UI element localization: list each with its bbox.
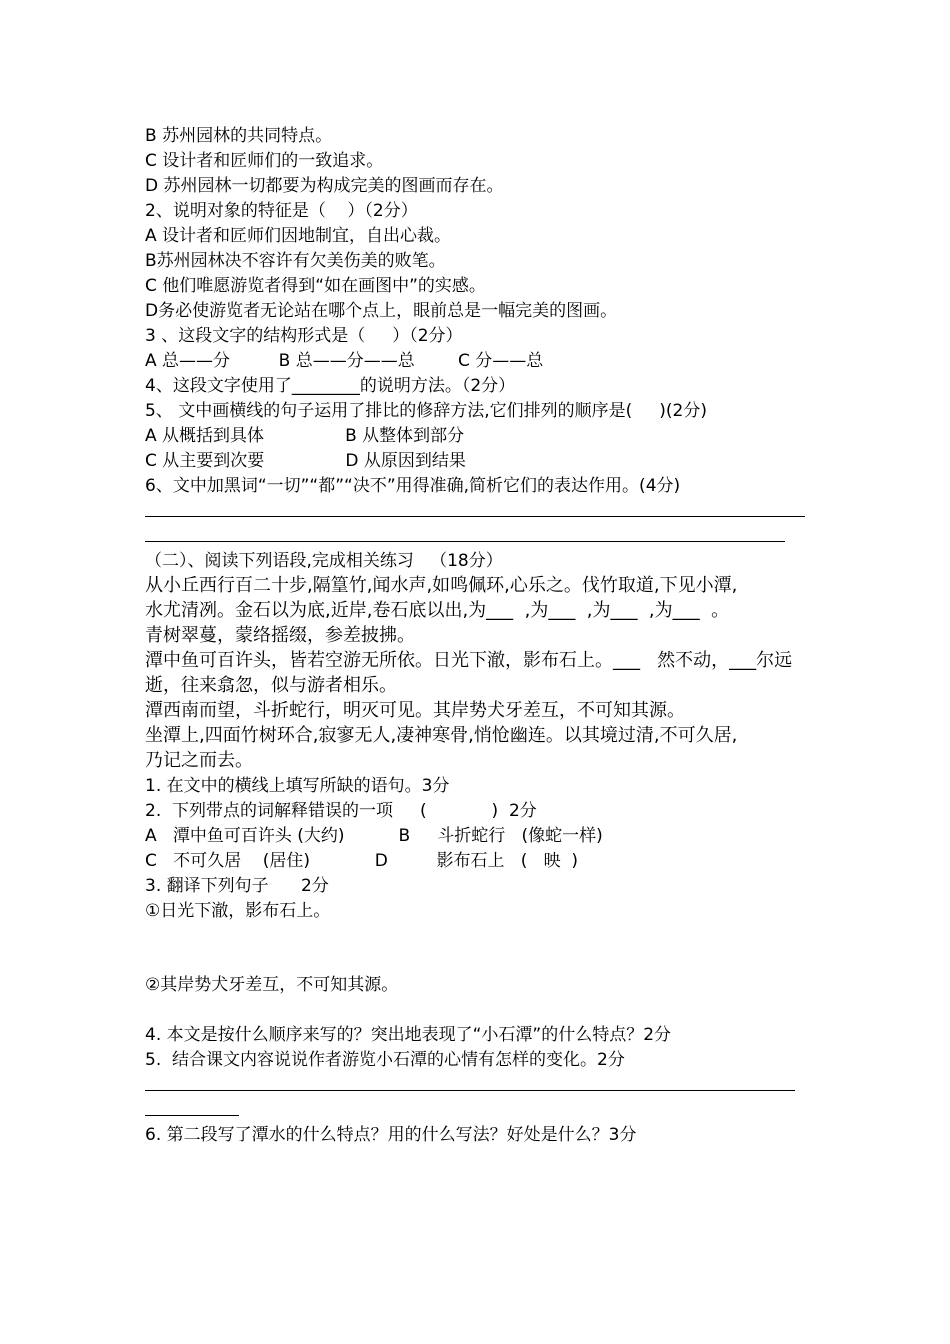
- option-d-perfect-picture: D 苏州园林一切都要为构成完美的图画而存在。: [145, 176, 504, 196]
- question-2: 2、说明对象的特征是（ ）（2分）: [145, 201, 418, 221]
- passage-line: 从小丘西行百二十步,隔篁竹,闻水声,如鸣佩环,心乐之。伐竹取道,下见小潭,: [145, 575, 738, 596]
- exercise-5: 5. 结合课文内容说说作者游览小石潭的心情有怎样的变化。2分: [145, 1050, 625, 1070]
- exercise-1: 1. 在文中的横线上填写所缺的语句。3分: [145, 776, 450, 796]
- passage-line: 水尤清冽。金石以为底,近岸,卷石底以出,为___ ,为___ ,为___ ,为___ 。: [145, 600, 730, 621]
- answer-line: [145, 516, 805, 517]
- passage-line: 乃记之而去。: [145, 750, 253, 771]
- option-c-pursuit: C 设计者和匠师们的一致追求。: [145, 151, 384, 171]
- question-6: 6、文中加黑词“一切”“都”“决不”用得准确,简析它们的表达作用。(4分): [145, 476, 681, 496]
- passage-line: 青树翠蔓，蒙络摇缀，参差披拂。: [145, 625, 415, 646]
- answer-line: [145, 1115, 239, 1116]
- exercise-2-options-cd: C 不可久居 (居住) D 影布石上 ( 映 ): [145, 851, 579, 871]
- q5-options-ab: A 从概括到具体 B 从整体到部分: [145, 426, 465, 446]
- question-5: 5、 文中画横线的句子运用了排比的修辞方法,它们排列的顺序是( )(2分): [145, 401, 707, 421]
- answer-line: [145, 1090, 795, 1091]
- q2-option-d: D务必使游览者无论站在哪个点上，眼前总是一幅完美的图画。: [145, 301, 618, 321]
- translate-sentence-2: ②其岸势犬牙差互，不可知其源。: [145, 975, 399, 995]
- q2-option-b: B苏州园林决不容许有欠美伤美的败笔。: [145, 251, 446, 271]
- exercise-4: 4. 本文是按什么顺序来写的？突出地表现了“小石潭”的什么特点？2分: [145, 1025, 672, 1045]
- q5-options-cd: C 从主要到次要 D 从原因到结果: [145, 451, 466, 471]
- q3-options: A 总——分 B 总——分——总 C 分——总: [145, 351, 544, 371]
- passage-line: 潭中鱼可百许头，皆若空游无所依。日光下澈，影布石上。___ 然不动，___尔远: [145, 650, 793, 671]
- exercise-2-options-ab: A 潭中鱼可百许头 (大约) B 斗折蛇行 (像蛇一样): [145, 826, 603, 846]
- exercise-3: 3. 翻译下列句子 2分: [145, 876, 329, 896]
- question-3: 3 、这段文字的结构形式是（ ）（2分）: [145, 326, 463, 346]
- passage-line: 逝，往来翕忽，似与游者相乐。: [145, 675, 397, 696]
- passage-line: 潭西南而望，斗折蛇行，明灭可见。其岸势犬牙差互，不可知其源。: [145, 700, 685, 721]
- passage-line: 坐潭上,四面竹树环合,寂寥无人,凄神寒骨,悄怆幽连。以其境过清,不可久居,: [145, 725, 738, 746]
- exercise-2: 2. 下列带点的词解释错误的一项 ( ) 2分: [145, 801, 537, 821]
- translate-sentence-1: ①日光下澈，影布石上。: [145, 901, 331, 921]
- q2-option-a: A 设计者和匠师们因地制宜，自出心裁。: [145, 226, 452, 246]
- option-b-common-feature: B 苏州园林的共同特点。: [145, 126, 333, 146]
- section-2-heading: （二）、阅读下列语段,完成相关练习 （18分）: [145, 551, 503, 571]
- exercise-6: 6. 第二段写了潭水的什么特点？用的什么写法？好处是什么？3分: [145, 1125, 637, 1145]
- q2-option-c: C 他们唯愿游览者得到“如在画图中”的实感。: [145, 276, 486, 296]
- answer-line: [145, 541, 785, 542]
- question-4: 4、这段文字使用了________的说明方法。（2分）: [145, 376, 516, 396]
